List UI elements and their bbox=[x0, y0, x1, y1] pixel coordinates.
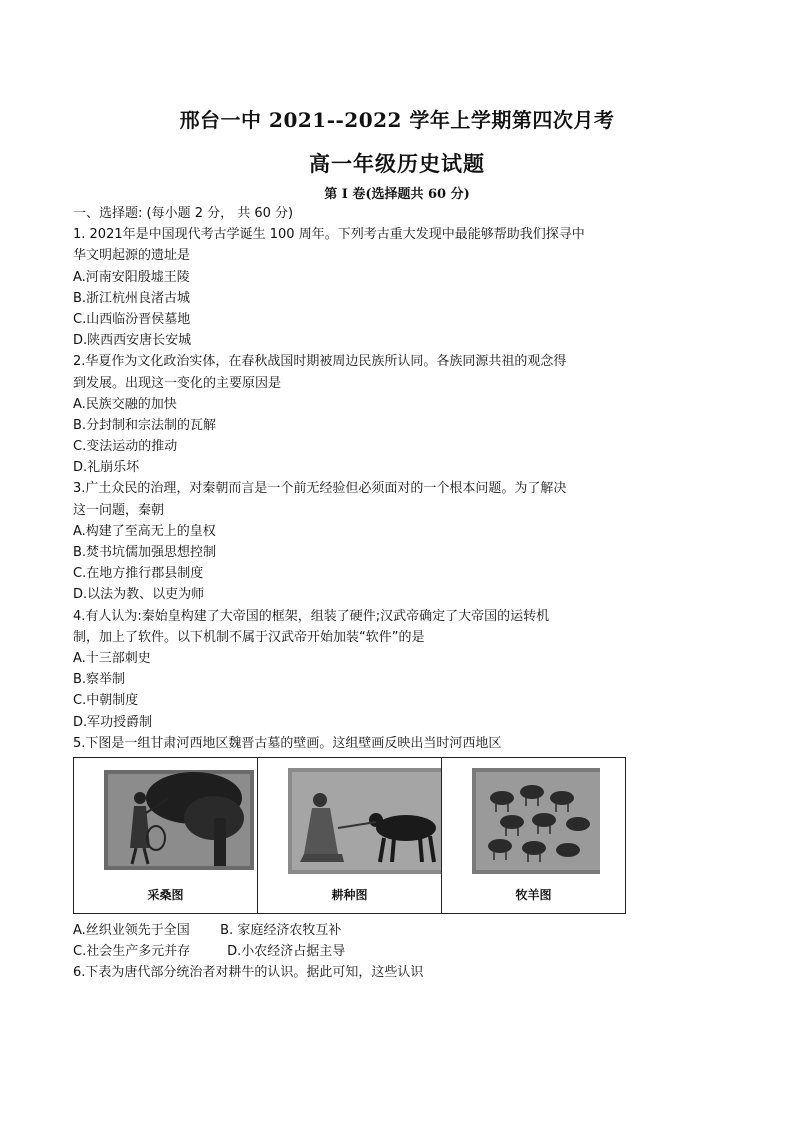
option-b: B.焚书坑儒加强思想控制 bbox=[73, 545, 217, 560]
mural-panel-mulberry bbox=[74, 758, 258, 913]
option-d: D.陕西西安唐长安城 bbox=[73, 333, 192, 349]
option-d: D.军功授爵制 bbox=[73, 714, 153, 730]
exam-title: 邢台一中 2021--2022 学年上学期第四次月考 bbox=[179, 108, 615, 132]
option-row bbox=[73, 920, 673, 941]
mural-caption: 耕种图 bbox=[331, 888, 368, 902]
question-stem-line: 这一问题，秦朝 bbox=[73, 502, 165, 518]
option-a: A.十三部刺史 bbox=[73, 650, 151, 666]
option-c: C.变法运动的推动 bbox=[73, 439, 178, 455]
option-d: D.小农经济占据主导 bbox=[227, 944, 346, 960]
question-stem-line: 3.广土众民的治理，对秦朝而言是一个前无经验但必须面对的一个根本问题。为了解决 bbox=[73, 481, 567, 497]
question-1 bbox=[73, 224, 633, 351]
option-a: A.丝织业领先于全国 bbox=[73, 923, 190, 938]
mural-panel-farming bbox=[258, 758, 442, 913]
section-heading: 第 I 卷(选择题共 60 分) bbox=[324, 187, 470, 202]
option-d: D.礼崩乐坏 bbox=[73, 460, 140, 476]
mural-figure bbox=[73, 757, 626, 914]
question-5-options bbox=[73, 920, 673, 984]
mural-caption: 采桑图 bbox=[147, 888, 184, 902]
option-c: C.中朝制度 bbox=[73, 693, 139, 709]
option-b: B.浙江杭州良渚古城 bbox=[73, 290, 191, 306]
option-c: C.山西临汾晋侯墓地 bbox=[73, 311, 191, 327]
question-2 bbox=[73, 351, 633, 478]
option-b: B.察举制 bbox=[73, 672, 126, 688]
option-a: A.河南安阳殷墟王陵 bbox=[73, 269, 190, 285]
question-5 bbox=[73, 733, 633, 754]
question-stem-line: 制，加上了软件。以下机制不属于汉武帝开始加装“软件”的是 bbox=[73, 629, 425, 645]
question-4 bbox=[73, 606, 633, 733]
question-stem-line: 1. 2021年是中国现代考古学诞生 100 周年。下列考古重大发现中最能够帮助我们探寻中 bbox=[73, 227, 585, 243]
option-c: C.社会生产多元并存 bbox=[73, 944, 191, 960]
question-stem-line: 2.华夏作为文化政治实体，在春秋战国时期被周边民族所认同。各族同源共祖的观念得 bbox=[73, 354, 567, 370]
option-a: A.民族交融的加快 bbox=[73, 396, 177, 412]
option-c: C.在地方推行郡县制度 bbox=[73, 566, 204, 582]
question-body bbox=[73, 203, 633, 754]
exam-subtitle: 高一年级历史试题 bbox=[309, 151, 485, 176]
mural-caption: 牧羊图 bbox=[515, 888, 552, 902]
instructions: 一、选择题: (每小题 2 分， 共 60 分) bbox=[73, 206, 294, 221]
mural-panel-herding bbox=[442, 758, 625, 913]
question-stem-line: 5.下图是一组甘肃河西地区魏晋古墓的壁画。这组壁画反映出当时河西地区 bbox=[73, 735, 502, 751]
question-stem-line: 4.有人认为:秦始皇构建了大帝国的框架，组装了硬件;汉武帝确定了大帝国的运转机 bbox=[73, 608, 550, 624]
option-a: A.构建了至高无上的皇权 bbox=[73, 523, 216, 539]
question-stem-line: 到发展。出现这一变化的主要原因是 bbox=[73, 375, 282, 391]
option-b: B.分封制和宗法制的瓦解 bbox=[73, 417, 217, 433]
question-6-stem: 6.下表为唐代部分统治者对耕牛的认识。据此可知，这些认识 bbox=[73, 965, 424, 981]
option-d: D.以法为教、以吏为师 bbox=[73, 587, 205, 603]
question-stem-line: 华文明起源的遗址是 bbox=[73, 248, 191, 264]
question-3 bbox=[73, 478, 633, 605]
option-row bbox=[73, 941, 673, 962]
option-b: B. 家庭经济农牧互补 bbox=[220, 923, 342, 938]
